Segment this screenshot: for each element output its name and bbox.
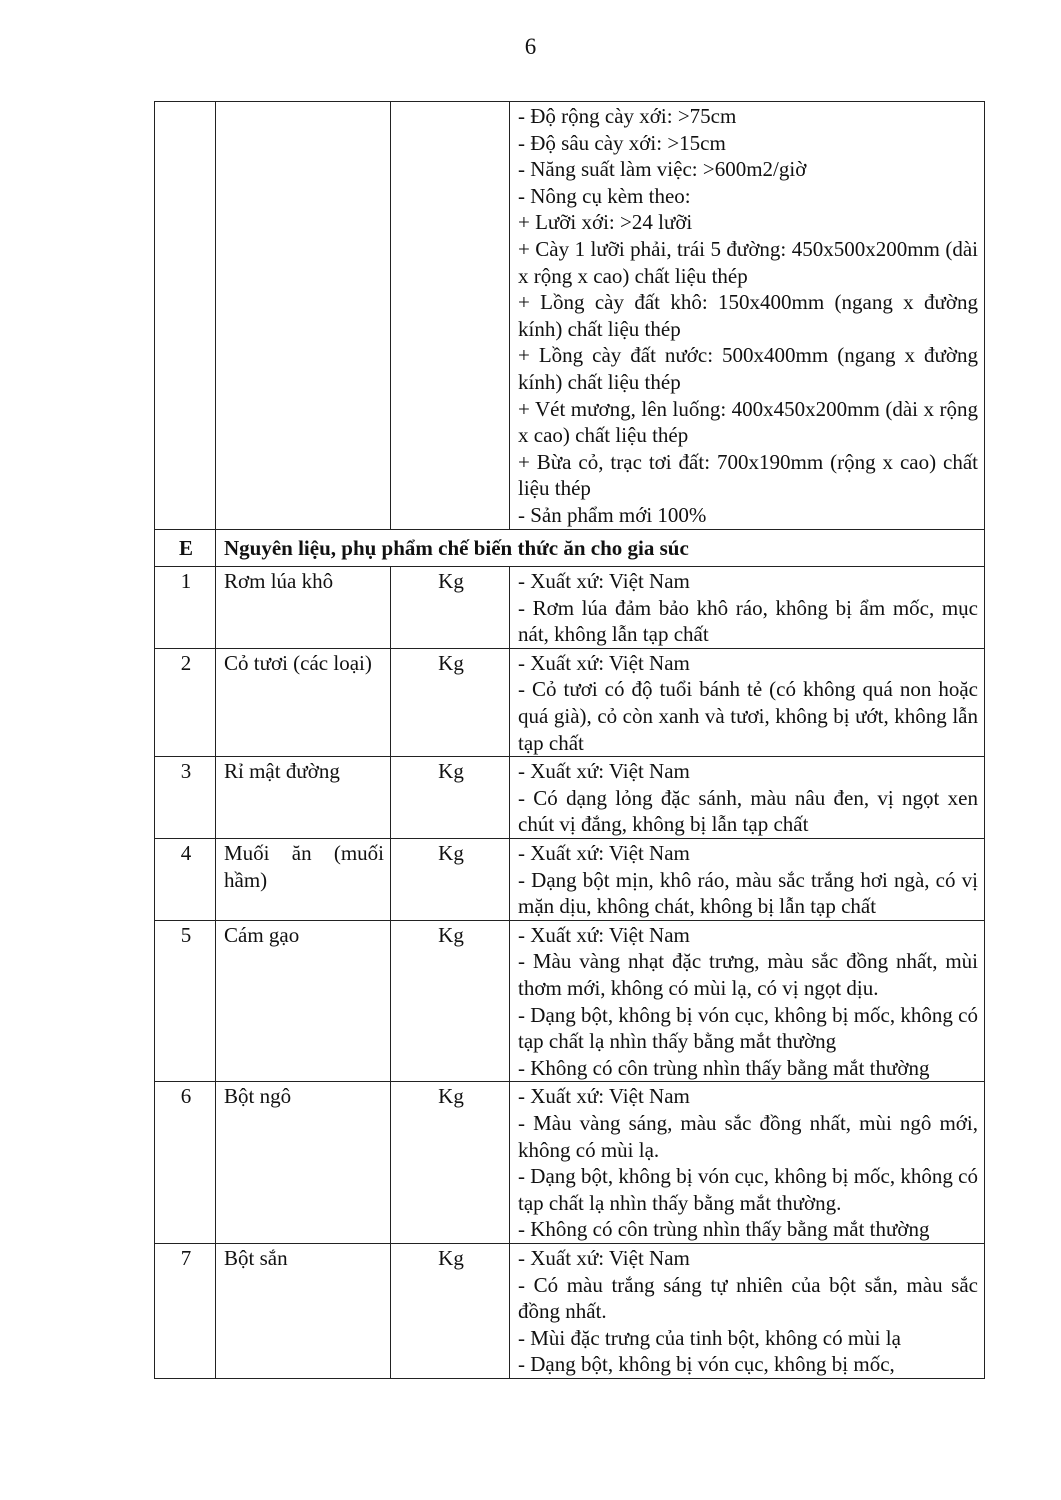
item-number: 1: [155, 567, 216, 649]
table-row: [155, 648, 985, 756]
description-line: - Độ rộng cày xới: >75cm: [518, 104, 737, 128]
description-line: - Dạng bột, không bị vón cục, không bị mốc, không có tạp chất lạ nhìn thấy bằng mắt thường.: [518, 1164, 978, 1215]
table-row: [155, 1243, 985, 1378]
description-line: - Sản phẩm mới 100%: [518, 502, 707, 527]
description-line: - Năng suất làm việc: >600m2/giờ: [518, 157, 807, 182]
description-line: - Xuất xứ: Việt Nam: [518, 841, 690, 866]
description-line: - Độ sâu cày xới: >15cm: [518, 130, 726, 155]
item-unit: Kg: [391, 920, 510, 1082]
spec-table: [154, 101, 985, 1379]
description-line: + Vét mương, lên luống: 400x450x200mm (dài x rộng x cao) chất liệu thép: [518, 396, 978, 448]
item-description: [510, 757, 985, 839]
description-line: - Mùi đặc trưng của tinh bột, không có mùi lạ: [518, 1325, 901, 1350]
item-number: 7: [155, 1243, 216, 1378]
description-line: - Không có côn trùng nhìn thấy bằng mắt thường: [518, 1055, 930, 1080]
item-number: 6: [155, 1082, 216, 1244]
item-number: 2: [155, 648, 216, 756]
description-line: - Xuất xứ: Việt Nam: [518, 650, 690, 675]
item-unit: Kg: [391, 839, 510, 921]
description-line: + Bừa cỏ, trạc tơi đất: 700x190mm (rộng x cao) chất liệu thép: [518, 449, 978, 501]
table-row: [155, 567, 985, 649]
item-unit: Kg: [391, 757, 510, 839]
description-line: - Xuất xứ: Việt Nam: [518, 922, 690, 947]
item-number: 5: [155, 920, 216, 1082]
item-name: Bột sắn: [216, 1243, 391, 1378]
table-row-continuation: [155, 102, 985, 530]
description-line: - Xuất xứ: Việt Nam: [518, 569, 690, 594]
item-name: Cỏ tươi (các loại): [216, 648, 391, 756]
table-row: [155, 839, 985, 921]
description-line: - Không có côn trùng nhìn thấy bằng mắt thường: [518, 1217, 930, 1242]
item-name: Rơm lúa khô: [216, 567, 391, 649]
item-description: [510, 839, 985, 921]
description-line: - Màu vàng sáng, màu sắc đồng nhất, mùi ngô mới, không có mùi lạ.: [518, 1110, 978, 1162]
item-name: Rỉ mật đường: [216, 757, 391, 839]
description-line: - Dạng bột mịn, khô ráo, màu sắc trắng hơi ngà, có vị mặn dịu, không chát, không bị lẫn tạp chất: [518, 867, 978, 919]
page-number: 6: [524, 34, 537, 59]
description-line: - Dạng bột, không bị vón cục, không bị mốc, không có tạp chất lạ nhìn thấy bằng mắt thường: [518, 1002, 978, 1054]
table-row: [155, 1082, 985, 1244]
description-cell: [510, 102, 985, 530]
description-line: - Xuất xứ: Việt Nam: [518, 1245, 690, 1270]
description-line: - Rơm lúa đảm bảo khô ráo, không bị ẩm mốc, mục nát, không lẫn tạp chất: [518, 595, 978, 647]
description-line: + Lưỡi xới: >24 lưỡi: [518, 210, 693, 235]
description-line: - Màu vàng nhạt đặc trưng, màu sắc đồng nhất, mùi thơm mới, không có mùi lạ, có vị ngọt dịu.: [518, 949, 978, 1000]
item-unit: Kg: [391, 1082, 510, 1244]
description-line: + Lồng cày đất nước: 500x400mm (ngang x đường kính) chất liệu thép: [518, 343, 978, 394]
section-row: [155, 529, 985, 567]
item-number: 3: [155, 757, 216, 839]
item-unit: Kg: [391, 1243, 510, 1378]
table-row: [155, 757, 985, 839]
item-name: Bột ngô: [216, 1082, 391, 1244]
section-title: Nguyên liệu, phụ phẩm chế biến thức ăn cho gia súc: [216, 529, 985, 567]
name-cell: [216, 102, 391, 530]
item-description: [510, 1082, 985, 1244]
item-description: [510, 567, 985, 649]
description-line: - Cỏ tươi có độ tuổi bánh tẻ (có không quá non hoặc quá già), cỏ còn xanh và tươi, không bị ướt, không lẫn tạp chất: [518, 677, 978, 755]
item-unit: Kg: [391, 648, 510, 756]
description-line: - Xuất xứ: Việt Nam: [518, 759, 690, 784]
item-number: 4: [155, 839, 216, 921]
description-line: - Xuất xứ: Việt Nam: [518, 1084, 690, 1109]
description-line: + Cày 1 lưỡi phải, trái 5 đường: 450x500x200mm (dài x rộng x cao) chất liệu thép: [518, 236, 978, 288]
description-line: - Có màu trắng sáng tự nhiên của bột sắn, màu sắc đồng nhất.: [518, 1272, 978, 1324]
unit-cell: [391, 102, 510, 530]
table-row: [155, 920, 985, 1082]
item-name: Muối ăn (muối hầm): [216, 839, 391, 921]
description-line: - Dạng bột, không bị vón cục, không bị mốc,: [518, 1352, 895, 1377]
item-description: [510, 648, 985, 756]
section-code: E: [155, 529, 216, 567]
description-line: - Có dạng lỏng đặc sánh, màu nâu đen, vị ngọt xen chút vị đắng, không bị lẫn tạp chất: [518, 785, 978, 837]
description-line: + Lồng cày đất khô: 150x400mm (ngang x đường kính) chất liệu thép: [518, 290, 978, 341]
stt-cell: [155, 102, 216, 530]
item-description: [510, 920, 985, 1082]
item-description: [510, 1243, 985, 1378]
item-name: Cám gạo: [216, 920, 391, 1082]
description-line: - Nông cụ kèm theo:: [518, 183, 691, 208]
item-unit: Kg: [391, 567, 510, 649]
